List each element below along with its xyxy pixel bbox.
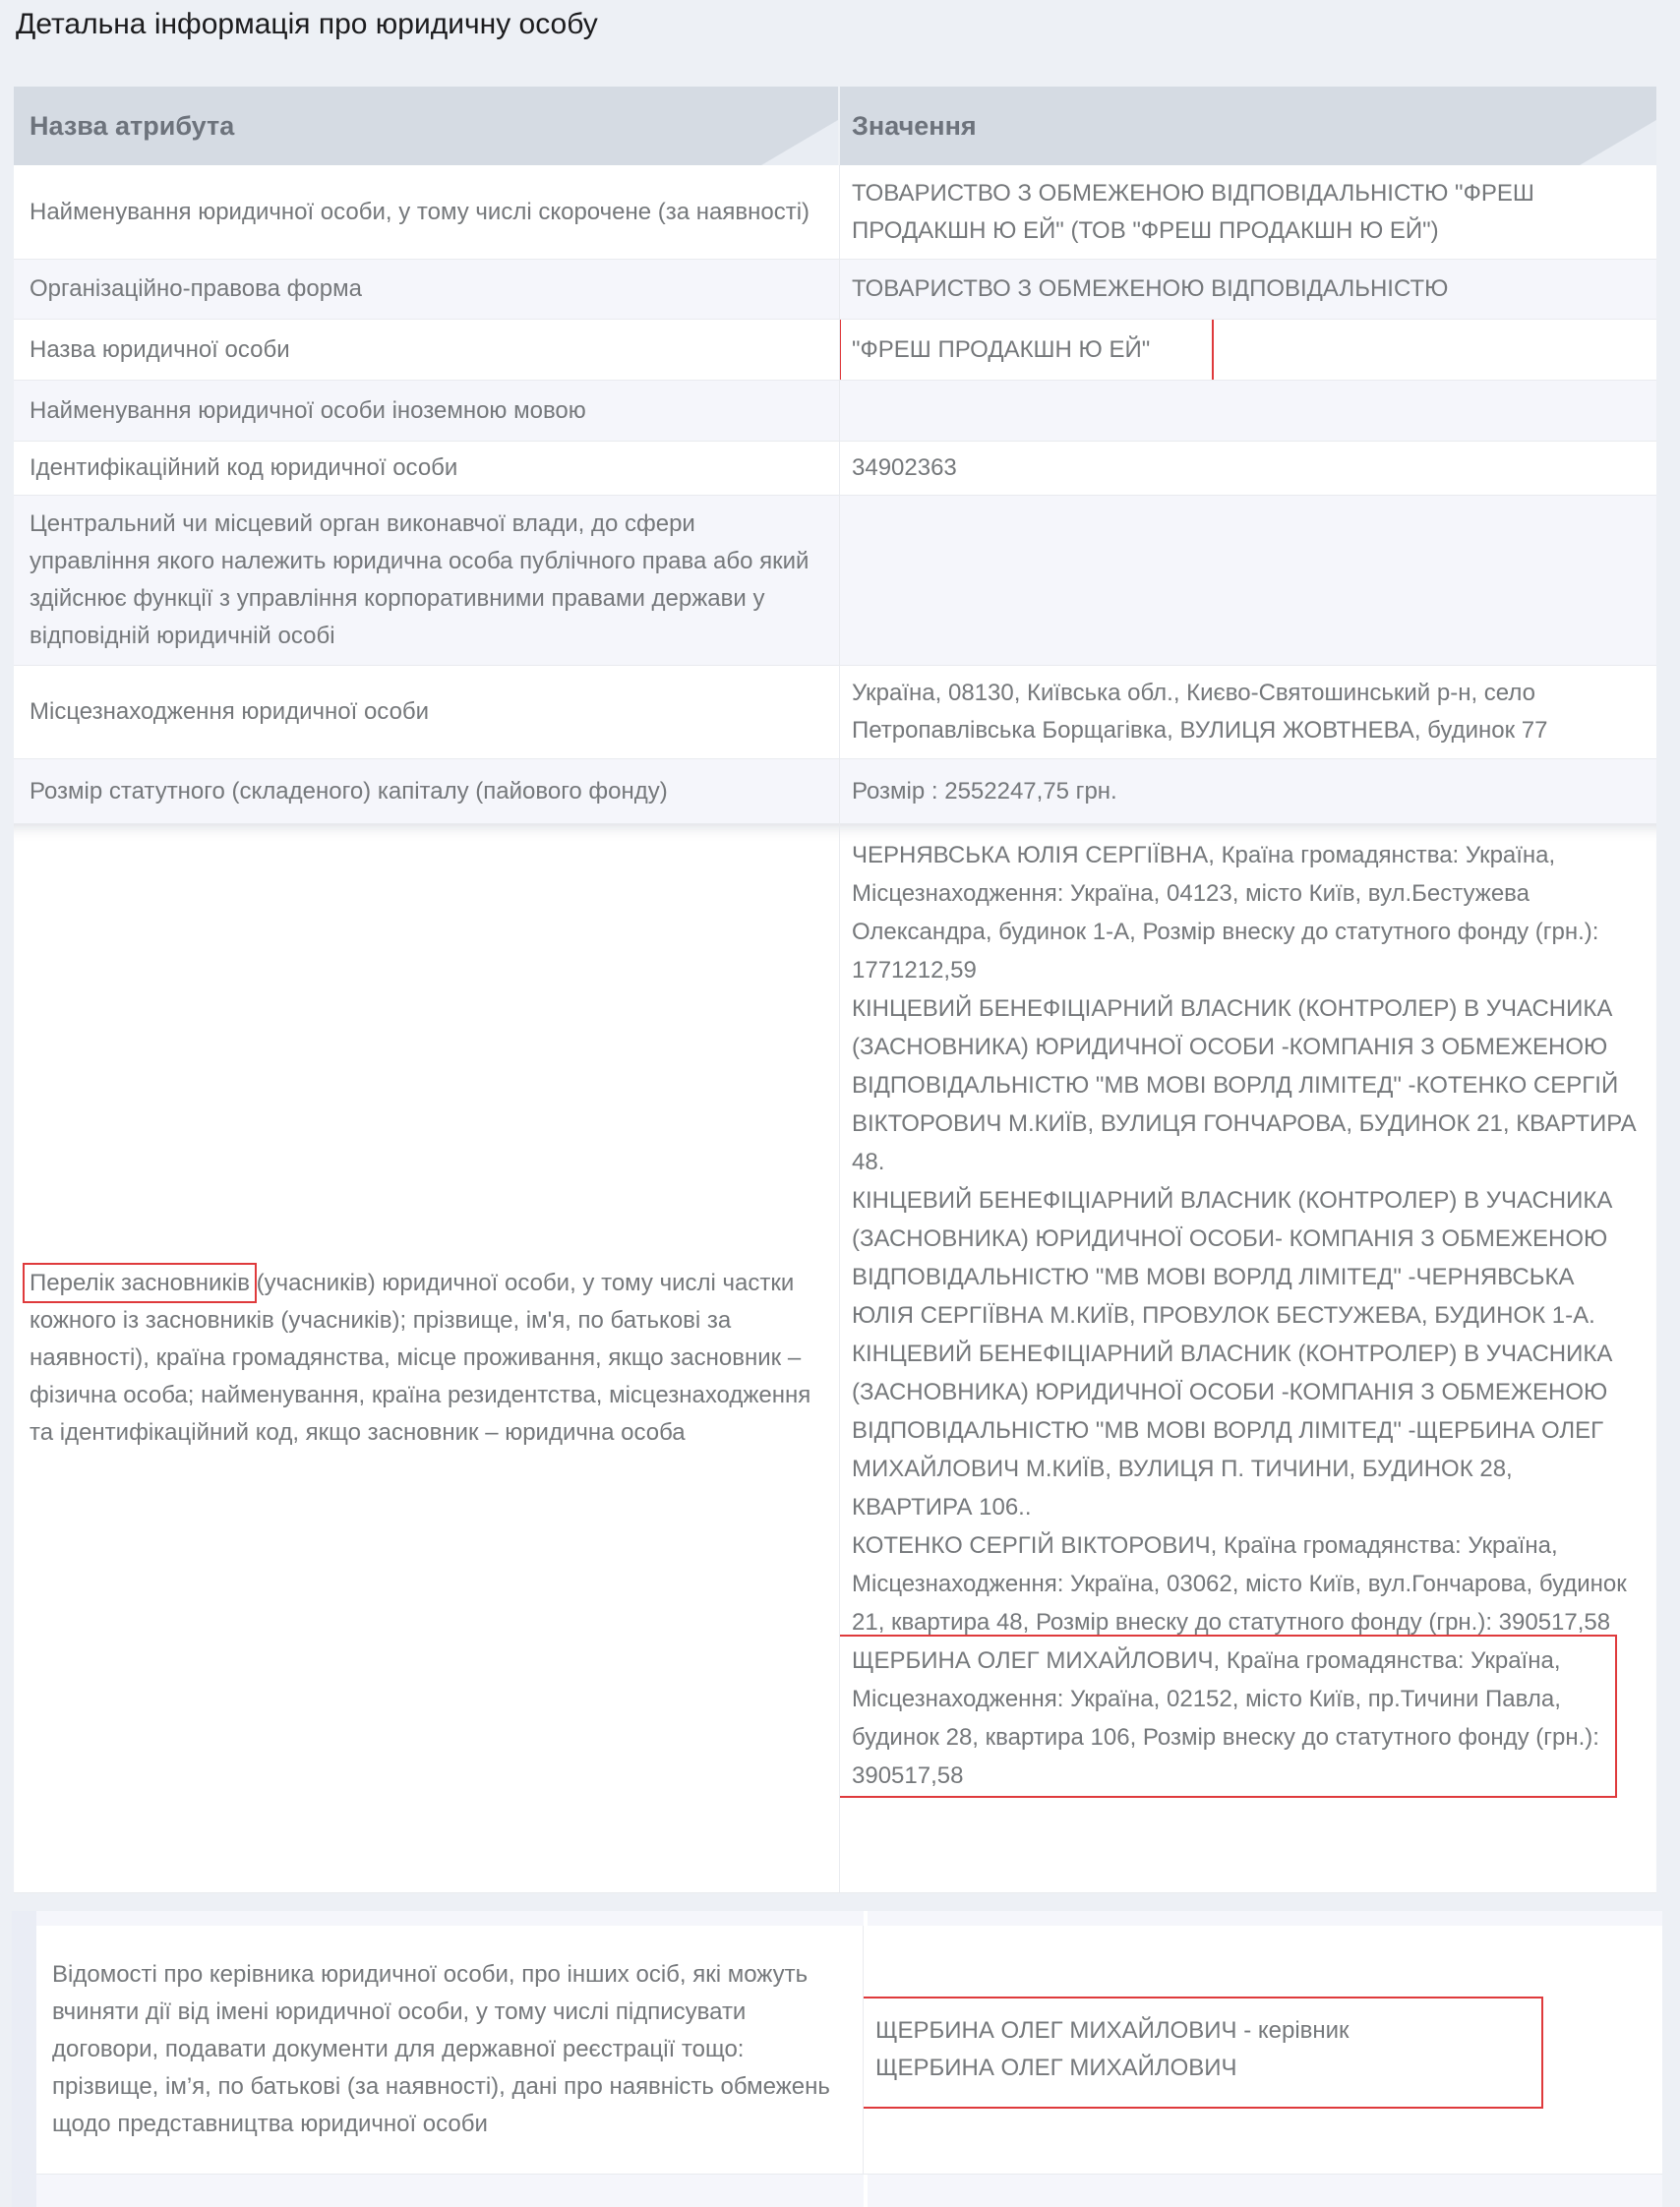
attribute-cell: Організаційно-правова форма bbox=[14, 260, 840, 319]
header-corner-fold-icon bbox=[761, 120, 838, 165]
value-cell: Україна, 08130, Київська обл., Києво-Святошинський р-н, село Петропавлівська Борщагівка, ВУЛИЦЯ ЖОВТНЕВА, будинок 77 bbox=[852, 680, 1548, 744]
attribute-cell: Розмір статутного (складеного) капіталу (пайового фонду) bbox=[14, 759, 840, 823]
value-cell: Розмір : 2552247,75 грн. bbox=[852, 777, 1117, 805]
attribute-cell: Назва юридичної особи bbox=[14, 320, 840, 380]
table-row bbox=[14, 666, 1656, 759]
value-cell: ТОВАРИСТВО З ОБМЕЖЕНОЮ ВІДПОВІДАЛЬНІСТЮ bbox=[852, 275, 1449, 302]
value-cell: ТОВАРИСТВО З ОБМЕЖЕНОЮ ВІДПОВІДАЛЬНІСТЮ "ФРЕШ ПРОДАКШН Ю ЕЙ" (ТОВ "ФРЕШ ПРОДАКШН Ю ЕЙ") bbox=[852, 179, 1534, 244]
table-header-row bbox=[14, 87, 1656, 165]
table-left-gutter bbox=[12, 1911, 36, 2207]
founder-entry: КОТЕНКО СЕРГІЙ ВІКТОРОВИЧ, Країна громадянства: Україна, Місцезнаходження: Україна, 03062, місто Київ, вул.Гончарова, будинок 21, квартира 48, Розмір внеску до статутного фонду (грн.): 390517,58 bbox=[852, 1532, 1627, 1636]
value-cell: "ФРЕШ ПРОДАКШН Ю ЕЙ" bbox=[840, 320, 1656, 380]
partial-row bbox=[36, 1911, 1662, 1926]
founder-entry-text: ЩЕРБИНА ОЛЕГ МИХАЙЛОВИЧ, Країна громадянства: Україна, Місцезнаходження: Україна, 02152, місто Київ, пр.Тичини Павла, будинок 28, квартира 106, Розмір внеску до статутного фонду (грн.): 390517,58 bbox=[852, 1647, 1599, 1789]
value-cell bbox=[864, 1926, 1662, 2174]
table-row bbox=[14, 165, 1656, 260]
table-row bbox=[14, 442, 1656, 496]
table-header-value bbox=[840, 87, 1656, 165]
attribute-cell: Місцезнаходження юридичної особи bbox=[14, 666, 840, 758]
value-cell: 34902363 bbox=[852, 454, 957, 481]
founder-entry: ЧЕРНЯВСЬКА ЮЛІЯ СЕРГІЇВНА, Країна громадянства: Україна, Місцезнаходження: Україна, 04123, місто Київ, вул.Бестужева Олександра, будинок 1-А, Розмір внеску до статутного фонду (грн.): 1771212,59 bbox=[852, 842, 1599, 984]
table-row-founders bbox=[14, 824, 1656, 1893]
founder-entry-highlighted bbox=[852, 1641, 1637, 1795]
leader-line: ЩЕРБИНА ОЛЕГ МИХАЙЛОВИЧ bbox=[875, 2055, 1237, 2081]
header-corner-fold-icon bbox=[1580, 120, 1656, 165]
table-row bbox=[36, 1926, 1662, 2175]
table-row bbox=[14, 759, 1656, 824]
founder-entry: КІНЦЕВИЙ БЕНЕФІЦІАРНИЙ ВЛАСНИК (КОНТРОЛЕР) В УЧАСНИКА (ЗАСНОВНИКА) ЮРИДИЧНОЇ ОСОБИ- КОМПАНІЯ З ОБМЕЖЕНОЮ ВІДПОВІДАЛЬНІСТЮ "МВ МОВІ ВОРЛД ЛІМІТЕД" -ЧЕРНЯВСЬКА ЮЛІЯ СЕРГІЇВНА М.КИЇВ, ПРОВУЛОК БЕСТУЖЕВА, БУДИНОК 1-А. bbox=[852, 1187, 1613, 1329]
page-title: Детальна інформація про юридичну особу bbox=[16, 8, 598, 40]
founders-attribute-text: (учасників) юридичної особи, у тому числі частки кожного із засновників (учасників); прізвище, ім'я, по батькові за наявності), країна громадянства, місце проживання, якщо засновник – фізична особа; найменування, країна резидентства, місцезнаходження та ідентифікаційний код, якщо засновник – юридична особа bbox=[30, 1270, 811, 1446]
attribute-cell: Відомості про керівника юридичної особи, про інших осіб, які можуть вчиняти дії від імені юридичної особи, у тому числі підписувати договори, подавати документи для державної реєстрації тощо: прізвище, ім’я, по батькові (за наявності), дані про наявність обмежень щодо представництва юридичної особи bbox=[36, 1926, 864, 2174]
table-row bbox=[14, 260, 1656, 320]
value-cell bbox=[840, 824, 1656, 1892]
founder-entry: КІНЦЕВИЙ БЕНЕФІЦІАРНИЙ ВЛАСНИК (КОНТРОЛЕР) В УЧАСНИКА (ЗАСНОВНИКА) ЮРИДИЧНОЇ ОСОБИ -КОМПАНІЯ З ОБМЕЖЕНОЮ ВІДПОВІДАЛЬНІСТЮ "МВ МОВІ ВОРЛД ЛІМІТЕД" -ЩЕРБИНА ОЛЕГ МИХАЙЛОВИЧ М.КИЇВ, ВУЛИЦЯ П. ТИЧИНИ, БУДИНОК 28, КВАРТИРА 106.. bbox=[852, 1341, 1613, 1521]
founder-entry: КІНЦЕВИЙ БЕНЕФІЦІАРНИЙ ВЛАСНИК (КОНТРОЛЕР) В УЧАСНИКА (ЗАСНОВНИКА) ЮРИДИЧНОЇ ОСОБИ -КОМПАНІЯ З ОБМЕЖЕНОЮ ВІДПОВІДАЛЬНІСТЮ "МВ МОВІ ВОРЛД ЛІМІТЕД" -КОТЕНКО СЕРГІЙ ВІКТОРОВИЧ М.КИЇВ, ВУЛИЦЯ ГОНЧАРОВА, БУДИНОК 21, КВАРТИРА 48. bbox=[852, 995, 1637, 1175]
table-header-attribute bbox=[14, 87, 840, 165]
attribute-cell bbox=[14, 824, 840, 1892]
leader-line: ЩЕРБИНА ОЛЕГ МИХАЙЛОВИЧ - керівник bbox=[875, 2017, 1350, 2044]
table-header-value-label: Значення bbox=[852, 110, 977, 141]
attribute-cell: Найменування юридичної особи, у тому числі скорочене (за наявності) bbox=[14, 165, 840, 259]
attributes-table-continued bbox=[12, 1911, 1662, 2207]
founders-highlight-annotation: Перелік засновників bbox=[30, 1270, 250, 1296]
table-row bbox=[14, 496, 1656, 666]
attribute-cell: Найменування юридичної особи іноземною мовою bbox=[14, 381, 840, 441]
value-cell bbox=[840, 496, 1656, 665]
attribute-cell: Ідентифікаційний код юридичної особи bbox=[14, 442, 840, 495]
attribute-cell: Центральний чи місцевий орган виконавчої влади, до сфери управління якого належить юридична особа публічного права або який здійснює функції з управління корпоративними правами держави у відповідній юридичній особі bbox=[14, 496, 840, 665]
value-cell bbox=[840, 381, 1656, 441]
table-header-attribute-label: Назва атрибута bbox=[30, 110, 235, 141]
table-row bbox=[14, 320, 1656, 381]
leader-info bbox=[875, 2012, 1350, 2087]
attributes-table bbox=[14, 87, 1656, 1893]
table-row bbox=[14, 381, 1656, 442]
partial-row bbox=[36, 2175, 1662, 2207]
